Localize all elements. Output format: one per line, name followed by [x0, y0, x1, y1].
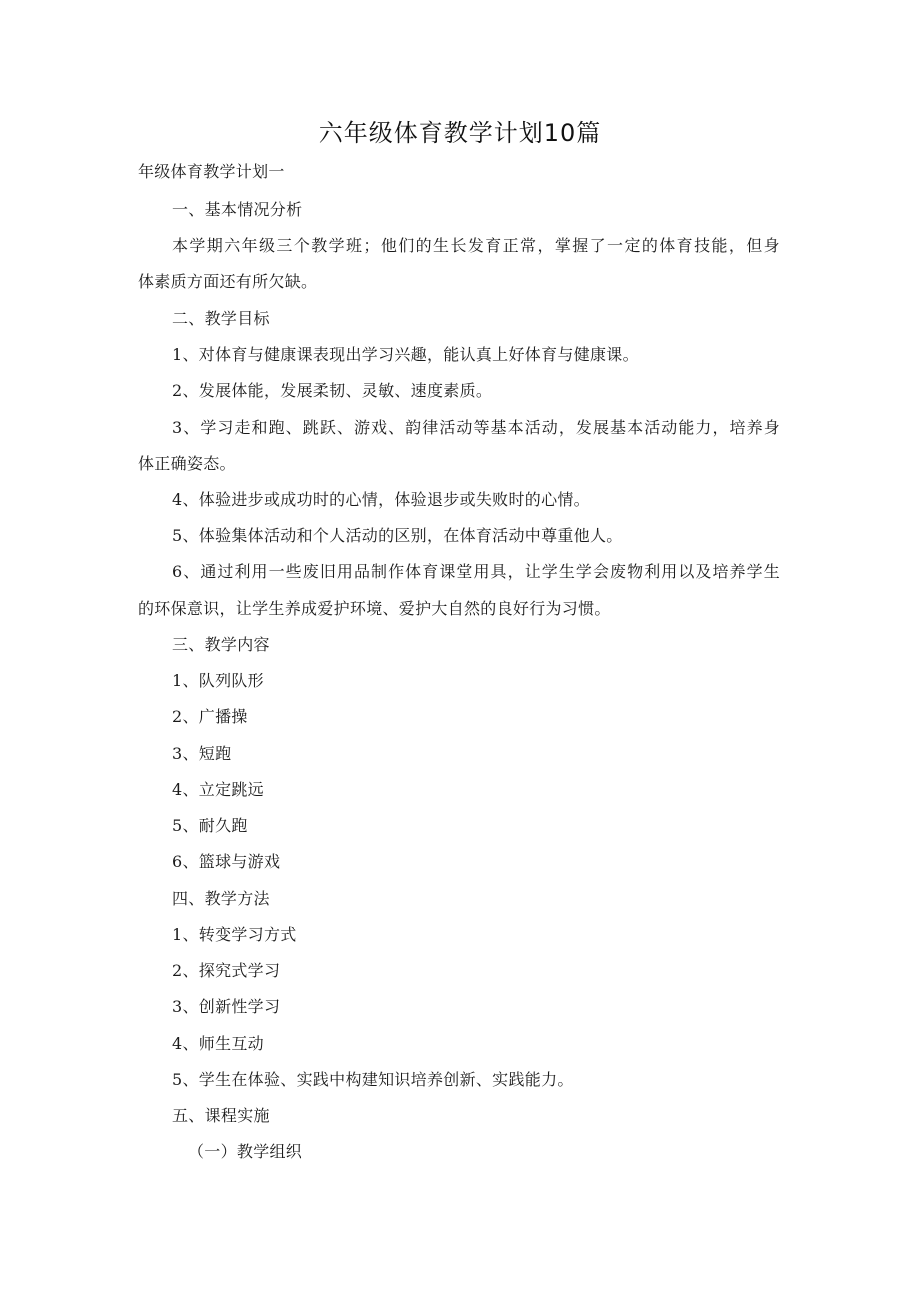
- list-item: 4、师生互动: [172, 1034, 264, 1053]
- list-item: 3、学习走和跑、跳跃、游戏、韵律活动等基本活动，发展基本活动能力，培养身: [172, 418, 780, 437]
- section-heading-4: 四、教学方法: [172, 889, 270, 908]
- list-item: 6、篮球与游戏: [172, 852, 281, 871]
- list-item: 1、队列队形: [172, 671, 264, 690]
- section-heading-3: 三、教学内容: [172, 635, 270, 654]
- section-heading-2: 二、教学目标: [172, 309, 270, 328]
- list-item: 4、体验进步或成功时的心情，体验退步或失败时的心情。: [172, 490, 590, 509]
- section-heading-1: 一、基本情况分析: [172, 200, 303, 219]
- section-heading-5: 五、课程实施: [172, 1106, 270, 1125]
- list-item: 5、体验集体活动和个人活动的区别，在体育活动中尊重他人。: [172, 526, 623, 545]
- list-item: 2、发展体能，发展柔韧、灵敏、速度素质。: [172, 381, 493, 400]
- paragraph-line: 本学期六年级三个教学班；他们的生长发育正常，掌握了一定的体育技能，但身: [172, 236, 780, 255]
- list-item: 3、短跑: [172, 744, 232, 763]
- list-item: 5、学生在体验、实践中构建知识培养创新、实践能力。: [172, 1070, 574, 1089]
- document-title: 六年级体育教学计划10篇: [318, 119, 602, 147]
- list-item: 1、对体育与健康课表现出学习兴趣，能认真上好体育与健康课。: [172, 345, 639, 364]
- list-item: 3、创新性学习: [172, 997, 281, 1016]
- list-item: 5、耐久跑: [172, 816, 248, 835]
- list-item: 1、转变学习方式: [172, 925, 297, 944]
- paragraph-line: 体素质方面还有所欠缺。: [138, 272, 318, 291]
- list-item: 6、通过利用一些废旧用品制作体育课堂用具，让学生学会废物利用以及培养学生: [172, 562, 780, 581]
- list-item: 2、探究式学习: [172, 961, 281, 980]
- subsection-heading: （一）教学组织: [188, 1142, 303, 1161]
- paragraph-line: 体正确姿态。: [138, 454, 236, 473]
- paragraph-line: 的环保意识，让学生养成爱护环境、爱护大自然的良好行为习惯。: [138, 599, 611, 618]
- document-subtitle: 年级体育教学计划一: [138, 162, 285, 181]
- list-item: 4、立定跳远: [172, 780, 264, 799]
- list-item: 2、广播操: [172, 707, 248, 726]
